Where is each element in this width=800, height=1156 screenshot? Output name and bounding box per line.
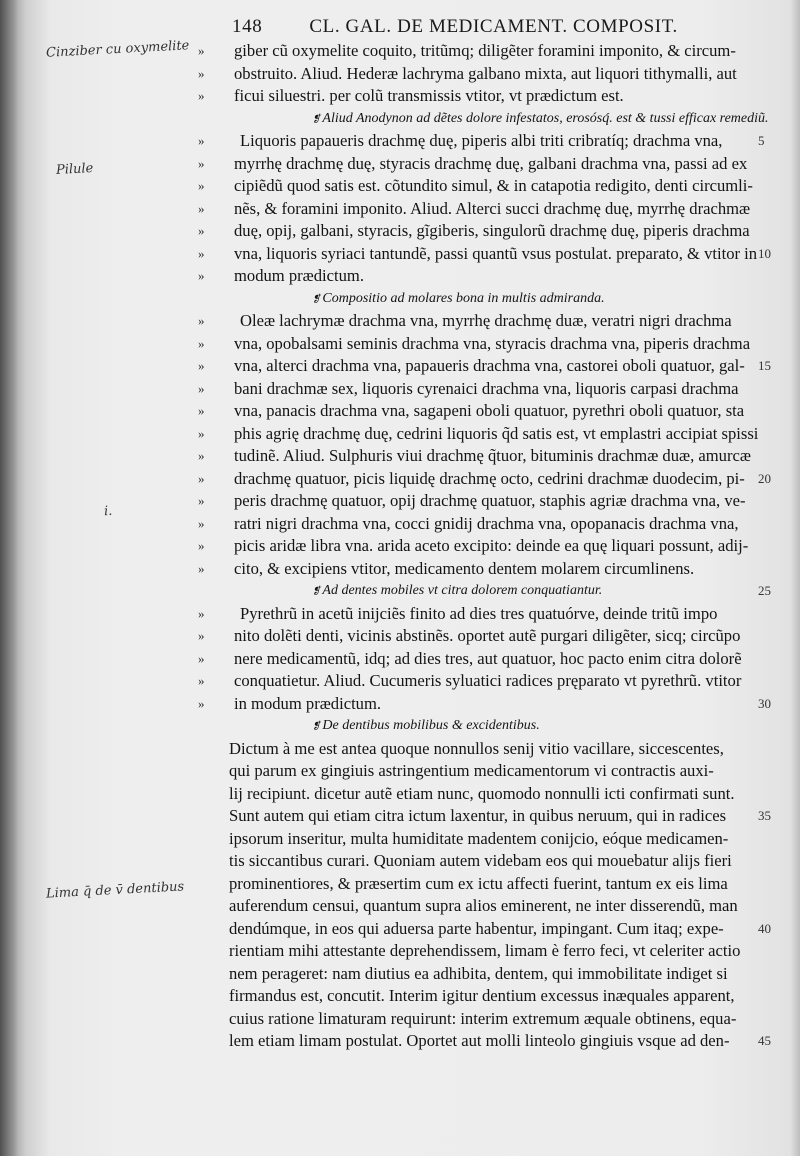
line-content: picis aridæ libra vna. arida aceto excipito: deinde ea quę liquari possunt, adij- — [234, 536, 749, 555]
quotation-mark: » — [198, 268, 205, 283]
quotation-mark: » — [198, 515, 205, 531]
line-content: lem etiam limam postulat. Oportet aut molli linteolo gingiuis vsque ad den- — [229, 1031, 730, 1050]
line-text — [229, 828, 728, 851]
text-line — [0, 108, 800, 131]
page-number: 148 — [232, 16, 263, 37]
text-line — [0, 63, 800, 86]
text-line — [0, 288, 800, 311]
line-text — [234, 648, 742, 671]
text-line — [0, 243, 800, 266]
line-content: Sunt autem qui etiam citra ictum laxentur, in quibus neruum, qui in radices — [229, 806, 727, 825]
text-line — [0, 468, 800, 491]
line-content: ipsorum inseritur, multa humiditate madentem conijcio, eóque medicamen- — [229, 828, 729, 848]
handwritten-note: i. — [103, 503, 113, 520]
quotation-mark: » — [198, 380, 205, 396]
quotation-mark: » — [198, 403, 205, 418]
line-content: De dentibus mobilibus & excidentibus. — [322, 718, 540, 733]
line-number: 40 — [758, 920, 771, 936]
line-content: nito dolẽti denti, vicinis abstinẽs. oportet autẽ purgari diligẽter, sicq; circũpo — [234, 626, 741, 645]
quotation-mark: » — [198, 133, 205, 148]
line-text — [234, 63, 737, 86]
line-content: dendúmque, in eos qui aduersa parte habentur, impingant. Cum itaq; expe- — [229, 918, 724, 938]
body-text — [0, 40, 800, 1053]
text-line — [0, 40, 800, 63]
line-text — [229, 918, 724, 941]
text-line — [0, 333, 800, 356]
line-text — [234, 85, 624, 108]
page-header — [232, 16, 678, 38]
text-line — [0, 378, 800, 401]
line-text — [234, 220, 750, 243]
line-number: 15 — [758, 358, 771, 373]
line-content: Ad dentes mobiles vt citra dolorem conquatiantur. — [322, 583, 603, 598]
quotation-mark: » — [198, 65, 205, 81]
line-content: qui parum ex gingiuis astringentium medicamentorum vi contractis auxi- — [229, 761, 714, 780]
pilcrow-icon: ❡ — [312, 293, 321, 305]
line-content: nem perageret: nam diutius ea adhibita, dentem, qui immobilitate indiget si — [229, 963, 728, 983]
line-text — [234, 625, 740, 648]
line-number: 35 — [758, 808, 771, 823]
line-text — [229, 783, 735, 806]
line-text — [234, 535, 748, 558]
text-line — [0, 130, 800, 153]
text-line — [0, 693, 800, 716]
line-text — [234, 265, 364, 288]
text-line — [0, 828, 800, 851]
quotation-mark: » — [198, 448, 205, 463]
line-content: ratri nigri drachma vna, cocci gnidij drachma vna, opopanacis drachma vna, — [234, 513, 739, 533]
text-line — [0, 490, 800, 513]
section-heading — [312, 288, 605, 312]
text-line — [0, 423, 800, 446]
quotation-mark: » — [198, 200, 205, 216]
quotation-mark: » — [198, 335, 205, 351]
line-number: 20 — [758, 470, 771, 486]
line-text — [229, 805, 726, 828]
line-text — [229, 1008, 736, 1031]
line-content: duę, opij, galbani, styracis, gĩgiberis, singulorũ drachmę duę, piperis drachma — [234, 221, 750, 240]
text-line — [0, 400, 800, 423]
text-line — [0, 603, 800, 626]
line-content: auferendum censui, quantum supra alios eminerent, ne inter disserendũ, man — [229, 896, 738, 915]
quotation-mark: » — [198, 425, 205, 441]
quotation-mark: » — [198, 88, 205, 103]
line-content: Aliud Anodynon ad dẽtes dolore infestatos, erosósq́. est & tussi efficax remediũ. — [322, 110, 769, 126]
quotation-mark: » — [198, 695, 205, 711]
text-line — [0, 985, 800, 1008]
text-line — [0, 220, 800, 243]
text-line — [0, 198, 800, 221]
line-number: 5 — [758, 133, 765, 148]
text-line — [0, 738, 800, 761]
line-content: conquatietur. Aliud. Cucumeris syluatici radices pręparato vt pyrethrũ. vtitor — [234, 671, 742, 690]
line-content: myrrhę drachmę duę, styracis drachmę duę, galbani drachma vna, passi ad ex — [234, 153, 748, 173]
text-line — [0, 1030, 800, 1053]
quotation-mark: » — [198, 628, 205, 643]
line-content: lij recipiunt. dicetur autẽ etiam nunc, quomodo nonnulli icti confirmati sunt. — [229, 783, 735, 803]
quotation-mark: » — [198, 493, 205, 508]
line-content: Compositio ad molares bona in multis admiranda. — [322, 290, 605, 306]
quotation-mark: » — [198, 43, 205, 58]
line-text — [234, 198, 750, 221]
quotation-mark: » — [198, 223, 205, 238]
section-heading — [312, 580, 602, 604]
text-line — [0, 625, 800, 648]
quotation-mark: » — [198, 470, 205, 486]
line-text — [234, 40, 736, 63]
quotation-mark: » — [198, 313, 205, 328]
quotation-mark: » — [198, 358, 205, 373]
running-title: CL. GAL. DE MEDICAMENT. COMPOSIT. — [309, 16, 678, 37]
text-line — [0, 535, 800, 558]
text-line — [0, 310, 800, 333]
pilcrow-icon: ❡ — [312, 721, 321, 732]
line-content: firmandus est, concutit. Interim igitur dentium excessus inæquales apparent, — [229, 986, 735, 1005]
text-line — [0, 670, 800, 693]
line-text — [234, 153, 747, 176]
line-content: giber cũ oxymelite coquito, tritũmq; diligẽter foramini imponito, & circum- — [234, 41, 736, 60]
line-content: cipiẽdũ quod satis est. cõtundito simul, & in catapotia redigito, denti circumli- — [234, 176, 753, 195]
line-text — [229, 738, 724, 761]
line-content: prominentiores, & præsertim cum ex ictu affecti fuerint, tantum ex eis lima — [229, 873, 728, 893]
line-text — [229, 985, 735, 1008]
line-number: 10 — [758, 245, 771, 261]
line-number: 25 — [758, 583, 771, 598]
line-content: Liquoris papaueris drachmę duę, piperis albi triti cribratíq; drachma vna, — [240, 131, 723, 150]
text-line — [0, 760, 800, 783]
line-text — [234, 243, 757, 266]
line-text — [229, 873, 728, 896]
line-content: in modum prædictum. — [234, 693, 382, 713]
text-line — [0, 850, 800, 873]
line-text — [234, 175, 753, 198]
line-text — [234, 378, 739, 401]
line-text — [234, 670, 741, 693]
line-text — [229, 850, 732, 873]
handwritten-note: Cinziber cu oxymelite — [45, 38, 190, 61]
line-content: Dictum à me est antea quoque nonnullos senij vitio vacillare, siccescentes, — [229, 738, 724, 758]
line-content: peris drachmę quatuor, opij drachmę quatuor, staphis agriæ drachma vna, ve- — [234, 491, 746, 510]
line-content: vna, opobalsami seminis drachma vna, styracis drachma vna, piperis drachma — [234, 333, 751, 353]
line-content: vna, panacis drachma vna, sagapeni oboli quatuor, pyrethri oboli quatuor, sta — [234, 401, 745, 420]
quotation-mark: » — [198, 178, 205, 193]
text-line — [0, 715, 800, 738]
line-content: tis siccantibus curari. Quoniam autem videbam eos qui mouebatur alijs fieri — [229, 851, 732, 870]
line-content: tudinẽ. Aliud. Sulphuris viui drachmę q̃tuor, bituminis drachmæ duæ, amurcæ — [234, 446, 751, 465]
pilcrow-icon: ❡ — [312, 586, 321, 597]
text-line — [0, 445, 800, 468]
line-text — [240, 130, 722, 153]
section-heading — [312, 715, 540, 739]
text-line — [0, 873, 800, 896]
line-content: vna, liquoris syriaci tantundẽ, passi quantũ vsus postulat. preparato, & vtitor in — [234, 243, 758, 263]
text-line — [0, 963, 800, 986]
line-content: vna, alterci drachma vna, papaueris drachma vna, castorei oboli quatuor, gal- — [234, 356, 745, 375]
line-content: drachmę quatuor, picis liquidę drachmę octo, cedrini drachmæ duodecim, pi- — [234, 468, 745, 488]
line-text — [240, 310, 732, 333]
text-line — [0, 153, 800, 176]
text-line — [0, 805, 800, 828]
quotation-mark: » — [198, 673, 205, 688]
handwritten-note: Lima q̄ de v̄ dentibus — [45, 879, 185, 902]
line-text — [234, 558, 694, 581]
quotation-mark: » — [198, 650, 205, 666]
line-text — [234, 423, 758, 446]
text-line — [0, 580, 800, 603]
line-content: Oleæ lachrymæ drachma vna, myrrhę drachmę duæ, veratri nigri drachma — [240, 311, 732, 330]
text-line — [0, 940, 800, 963]
quotation-mark: » — [198, 605, 205, 621]
text-line — [0, 895, 800, 918]
handwritten-note: Pilule — [55, 161, 94, 178]
text-line — [0, 85, 800, 108]
line-number: 45 — [758, 1033, 771, 1048]
line-text — [229, 895, 738, 918]
line-text — [234, 400, 744, 423]
line-content: obstruito. Aliud. Hederæ lachryma galbano mixta, aut liquori tithymalli, aut — [234, 63, 737, 83]
section-heading — [312, 108, 769, 132]
line-text — [234, 355, 745, 378]
line-text — [229, 940, 740, 963]
quotation-mark: » — [198, 538, 205, 553]
line-text — [240, 603, 717, 626]
line-content: Pyrethrũ in acetũ inijciẽs finito ad dies tres quatuórve, deinde tritũ impo — [240, 603, 718, 623]
text-line — [0, 783, 800, 806]
line-content: nẽs, & foramini imponito. Aliud. Alterci succi drachmę duę, myrrhę drachmæ — [234, 198, 751, 218]
text-line — [0, 648, 800, 671]
line-text — [234, 693, 381, 716]
line-text — [234, 445, 751, 468]
text-line — [0, 918, 800, 941]
line-text — [229, 1030, 730, 1053]
text-line — [0, 558, 800, 581]
line-text — [234, 333, 750, 356]
line-content: ficui siluestri. per colũ transmissis vtitor, vt prædictum est. — [234, 86, 624, 105]
text-line — [0, 355, 800, 378]
line-text — [229, 963, 728, 986]
line-content: modum prædictum. — [234, 266, 364, 285]
line-content: rientiam mihi attestante deprehendissem, limam è ferro feci, vt celeriter actio — [229, 941, 741, 960]
quotation-mark: » — [198, 155, 205, 171]
pilcrow-icon: ❡ — [312, 113, 321, 125]
text-line — [0, 265, 800, 288]
line-content: phis agrię drachmę duę, cedrini liquoris q̃d satis est, vt emplastri accipiat spissi — [234, 423, 759, 443]
text-line — [0, 1008, 800, 1031]
line-text — [234, 513, 739, 536]
text-line — [0, 175, 800, 198]
line-number: 30 — [758, 695, 771, 711]
line-text — [234, 490, 746, 513]
line-content: cuius ratione limaturam requirunt: interim extremum æquale obtinens, equa- — [229, 1008, 737, 1028]
quotation-mark: » — [198, 560, 205, 576]
line-content: bani drachmæ sex, liquoris cyrenaici drachma vna, liquoris carpasi drachma — [234, 378, 739, 398]
line-content: nere medicamentũ, idq; ad dies tres, aut quatuor, hoc pacto enim citra dolorẽ — [234, 648, 742, 668]
quotation-mark: » — [198, 245, 205, 261]
line-text — [234, 468, 745, 491]
line-text — [229, 760, 714, 783]
text-line — [0, 513, 800, 536]
line-content: cito, & excipiens vtitor, medicamento dentem molarem circumlinens. — [234, 558, 695, 578]
